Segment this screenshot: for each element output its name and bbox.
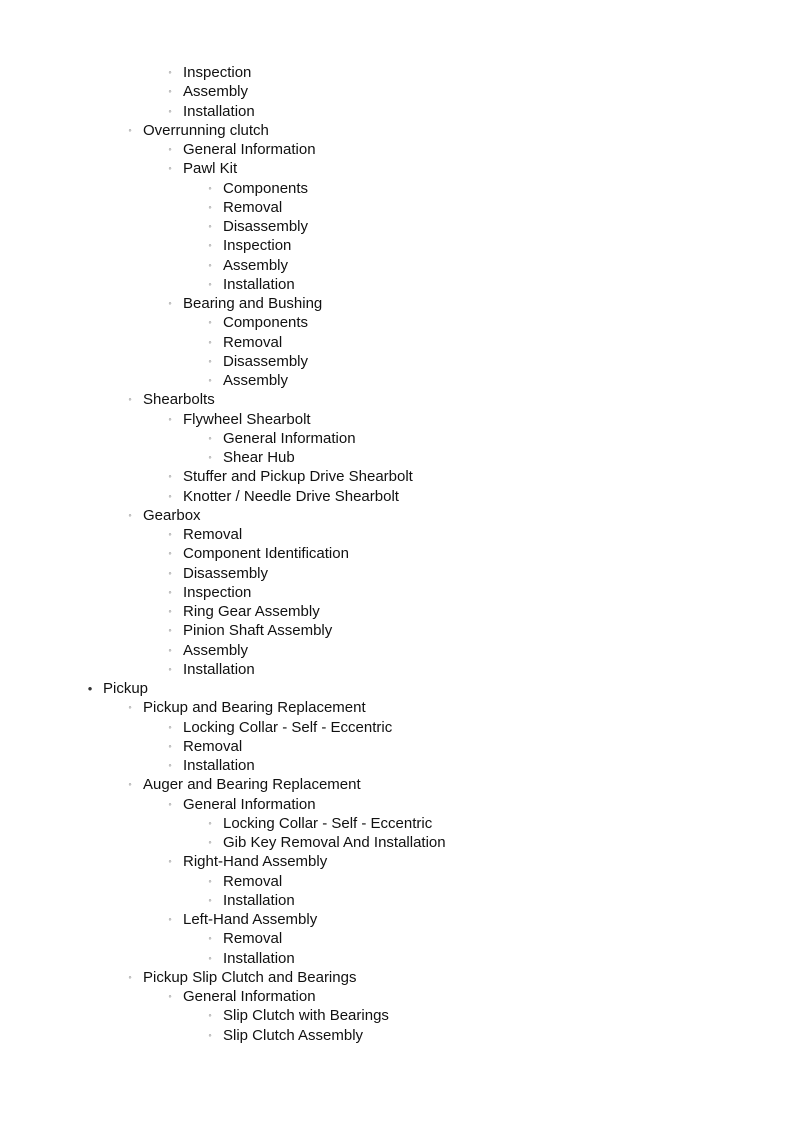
- bullet-icon: ◦: [208, 894, 212, 905]
- bullet-icon: ◦: [168, 86, 172, 97]
- toc-item-level-4[interactable]: [0, 256, 794, 275]
- toc-item-level-4[interactable]: [0, 833, 794, 852]
- toc-item-label: Installation: [183, 660, 255, 678]
- bullet-icon: ◦: [208, 355, 212, 366]
- bullet-icon: ◦: [168, 644, 172, 655]
- bullet-icon: ◦: [168, 663, 172, 674]
- bullet-icon: ◦: [168, 721, 172, 732]
- toc-item-label: Pickup: [103, 680, 149, 697]
- toc-item-level-3[interactable]: [0, 852, 794, 871]
- toc-item-label: Components: [223, 179, 309, 197]
- toc-item-label: Removal: [223, 198, 283, 216]
- bullet-icon: ◦: [208, 432, 212, 443]
- toc-item-level-3[interactable]: [0, 621, 794, 640]
- toc-item-level-4[interactable]: [0, 448, 794, 467]
- bullet-icon: ◦: [208, 952, 212, 963]
- bullet-icon: ◦: [168, 586, 172, 597]
- toc-item-level-3[interactable]: [0, 602, 794, 621]
- toc-item-label: Right-Hand Assembly: [183, 853, 328, 871]
- toc-item-label: General Information: [183, 988, 316, 1005]
- bullet-icon: ◦: [168, 798, 172, 809]
- bullet-icon: ◦: [208, 1010, 212, 1021]
- toc-item-level-2[interactable]: [0, 968, 794, 987]
- bullet-icon: ◦: [208, 375, 212, 385]
- toc-item-level-3[interactable]: [0, 294, 794, 313]
- bullet-icon: ◦: [168, 991, 172, 1001]
- bullet-icon: ◦: [168, 760, 172, 770]
- bullet-icon: ◦: [208, 221, 212, 231]
- toc-item-label: Locking Collar - Self - Eccentric: [183, 718, 393, 736]
- toc-item-level-3[interactable]: [0, 718, 794, 737]
- toc-item-level-3[interactable]: [0, 467, 794, 486]
- bullet-icon: ◦: [168, 163, 172, 174]
- bullet-icon: ◦: [208, 317, 212, 328]
- toc-item-level-4[interactable]: [0, 929, 794, 948]
- bullet-icon: ◦: [208, 240, 212, 251]
- toc-item-label: Knotter / Needle Drive Shearbolt: [183, 487, 399, 505]
- toc-item-label: Pickup and Bearing Replacement: [143, 699, 366, 717]
- table-of-contents: [0, 63, 794, 1045]
- bullet-icon: ◦: [208, 452, 212, 462]
- toc-item-label: Removal: [223, 930, 283, 948]
- toc-item-level-3[interactable]: [0, 82, 794, 101]
- bullet-icon: ◦: [168, 548, 172, 559]
- toc-item-label: Component Identification: [183, 545, 349, 563]
- toc-item-level-4[interactable]: [0, 275, 794, 294]
- toc-item-level-4[interactable]: [0, 891, 794, 910]
- toc-item-level-2[interactable]: [0, 121, 794, 140]
- toc-item-level-4[interactable]: [0, 872, 794, 891]
- toc-item-label: Pawl Kit: [183, 160, 238, 178]
- bullet-icon: ◦: [128, 124, 132, 135]
- toc-item-level-4[interactable]: [0, 313, 794, 332]
- bullet-icon: ◦: [168, 914, 172, 924]
- toc-item-level-3[interactable]: [0, 910, 794, 929]
- bullet-icon: ◦: [208, 182, 212, 193]
- bullet-icon: ◦: [168, 144, 172, 154]
- bullet-icon: ◦: [208, 336, 212, 347]
- toc-item-label: General Information: [183, 795, 316, 813]
- toc-item-level-4[interactable]: [0, 429, 794, 448]
- bullet-icon: ◦: [168, 67, 172, 77]
- toc-item-level-3[interactable]: [0, 63, 794, 82]
- toc-item-label: Shear Hub: [223, 449, 295, 466]
- toc-item-label: Gearbox: [143, 506, 201, 524]
- toc-item-level-3[interactable]: [0, 756, 794, 775]
- toc-item-level-3[interactable]: [0, 159, 794, 178]
- toc-item-label: Stuffer and Pickup Drive Shearbolt: [183, 468, 413, 486]
- toc-item-label: Pinion Shaft Assembly: [183, 622, 333, 640]
- toc-item-label: Components: [223, 314, 309, 332]
- toc-item-label: Overrunning clutch: [143, 121, 269, 139]
- toc-item-level-3[interactable]: [0, 410, 794, 429]
- toc-item-label: Flywheel Shearbolt: [183, 410, 311, 428]
- toc-item-level-4[interactable]: [0, 198, 794, 217]
- bullet-icon: ◦: [208, 837, 212, 847]
- toc-item-label: Installation: [223, 949, 295, 967]
- toc-item-label: Assembly: [183, 641, 249, 659]
- bullet-icon: ◦: [208, 201, 212, 212]
- bullet-icon: ◦: [168, 567, 172, 578]
- bullet-icon: ◦: [128, 509, 132, 520]
- toc-item-level-3[interactable]: [0, 583, 794, 602]
- toc-item-level-4[interactable]: [0, 371, 794, 390]
- bullet-icon: ◦: [208, 1029, 212, 1040]
- toc-item-level-4[interactable]: [0, 949, 794, 968]
- toc-item-label: Installation: [183, 757, 255, 774]
- toc-item-label: Removal: [223, 872, 283, 890]
- toc-item-label: Auger and Bearing Replacement: [143, 776, 361, 794]
- toc-item-level-3[interactable]: [0, 564, 794, 583]
- toc-item-level-3[interactable]: [0, 140, 794, 159]
- toc-item-level-4[interactable]: [0, 333, 794, 352]
- bullet-icon: ◦: [128, 779, 132, 790]
- toc-item-label: Pickup Slip Clutch and Bearings: [143, 968, 357, 986]
- toc-item-label: Disassembly: [223, 352, 309, 370]
- toc-item-level-4[interactable]: [0, 814, 794, 833]
- bullet-icon: ◦: [168, 740, 172, 751]
- toc-item-label: Assembly: [223, 372, 289, 389]
- bullet-icon: ◦: [168, 529, 172, 539]
- toc-item-label: Assembly: [183, 83, 249, 101]
- toc-item-level-3[interactable]: [0, 102, 794, 121]
- bullet-icon: ◦: [128, 702, 132, 713]
- bullet-icon: •: [87, 681, 93, 696]
- bullet-icon: ◦: [168, 105, 172, 116]
- toc-item-label: Ring Gear Assembly: [183, 603, 320, 620]
- toc-item-label: Slip Clutch Assembly: [223, 1026, 364, 1044]
- toc-item-label: Inspection: [183, 64, 252, 81]
- toc-item-label: Removal: [223, 333, 283, 351]
- bullet-icon: ◦: [168, 490, 172, 501]
- toc-item-label: Shearbolts: [143, 391, 215, 409]
- toc-item-label: Locking Collar - Self - Eccentric: [223, 814, 433, 832]
- toc-item-level-3[interactable]: [0, 525, 794, 544]
- toc-item-level-3[interactable]: [0, 487, 794, 506]
- toc-item-label: Installation: [183, 102, 255, 120]
- toc-item-label: Removal: [183, 737, 243, 755]
- toc-item-level-4[interactable]: [0, 236, 794, 255]
- toc-item-label: Disassembly: [223, 218, 309, 235]
- bullet-icon: ◦: [168, 625, 172, 636]
- toc-item-label: Left-Hand Assembly: [183, 911, 318, 928]
- toc-item-level-4[interactable]: [0, 179, 794, 198]
- toc-item-label: Slip Clutch with Bearings: [223, 1007, 389, 1025]
- toc-item-level-4[interactable]: [0, 217, 794, 236]
- toc-item-label: Removal: [183, 526, 243, 543]
- toc-item-label: Gib Key Removal And Installation: [223, 834, 446, 851]
- toc-item-label: Installation: [223, 891, 295, 909]
- toc-item-label: General Information: [183, 141, 316, 158]
- toc-item-level-2[interactable]: [0, 698, 794, 717]
- toc-item-label: Inspection: [183, 583, 252, 601]
- bullet-icon: ◦: [208, 817, 212, 828]
- toc-item-level-2[interactable]: [0, 775, 794, 794]
- toc-item-level-3[interactable]: [0, 795, 794, 814]
- toc-item-level-3[interactable]: [0, 660, 794, 679]
- toc-item-label: Bearing and Bushing: [183, 295, 323, 312]
- toc-item-level-4[interactable]: [0, 352, 794, 371]
- toc-item-level-1[interactable]: [0, 679, 794, 698]
- bullet-icon: ◦: [168, 856, 172, 867]
- bullet-icon: ◦: [168, 413, 172, 424]
- bullet-icon: ◦: [208, 933, 212, 944]
- toc-item-label: Inspection: [223, 237, 292, 255]
- toc-item-level-3[interactable]: [0, 641, 794, 660]
- toc-item-level-2[interactable]: [0, 506, 794, 525]
- toc-item-label: Assembly: [223, 256, 289, 274]
- bullet-icon: ◦: [168, 298, 172, 308]
- bullet-icon: ◦: [128, 394, 132, 405]
- toc-item-level-4[interactable]: [0, 1026, 794, 1045]
- toc-item-label: General Information: [223, 429, 356, 447]
- toc-item-label: Disassembly: [183, 564, 269, 582]
- toc-item-level-2[interactable]: [0, 390, 794, 409]
- bullet-icon: ◦: [168, 471, 172, 482]
- toc-item-level-4[interactable]: [0, 1006, 794, 1025]
- bullet-icon: ◦: [128, 971, 132, 982]
- toc-item-level-3[interactable]: [0, 987, 794, 1006]
- toc-item-level-3[interactable]: [0, 544, 794, 563]
- toc-item-label: Installation: [223, 275, 295, 293]
- toc-item-level-3[interactable]: [0, 737, 794, 756]
- bullet-icon: ◦: [168, 606, 172, 616]
- bullet-icon: ◦: [208, 278, 212, 289]
- bullet-icon: ◦: [208, 875, 212, 886]
- bullet-icon: ◦: [208, 259, 212, 270]
